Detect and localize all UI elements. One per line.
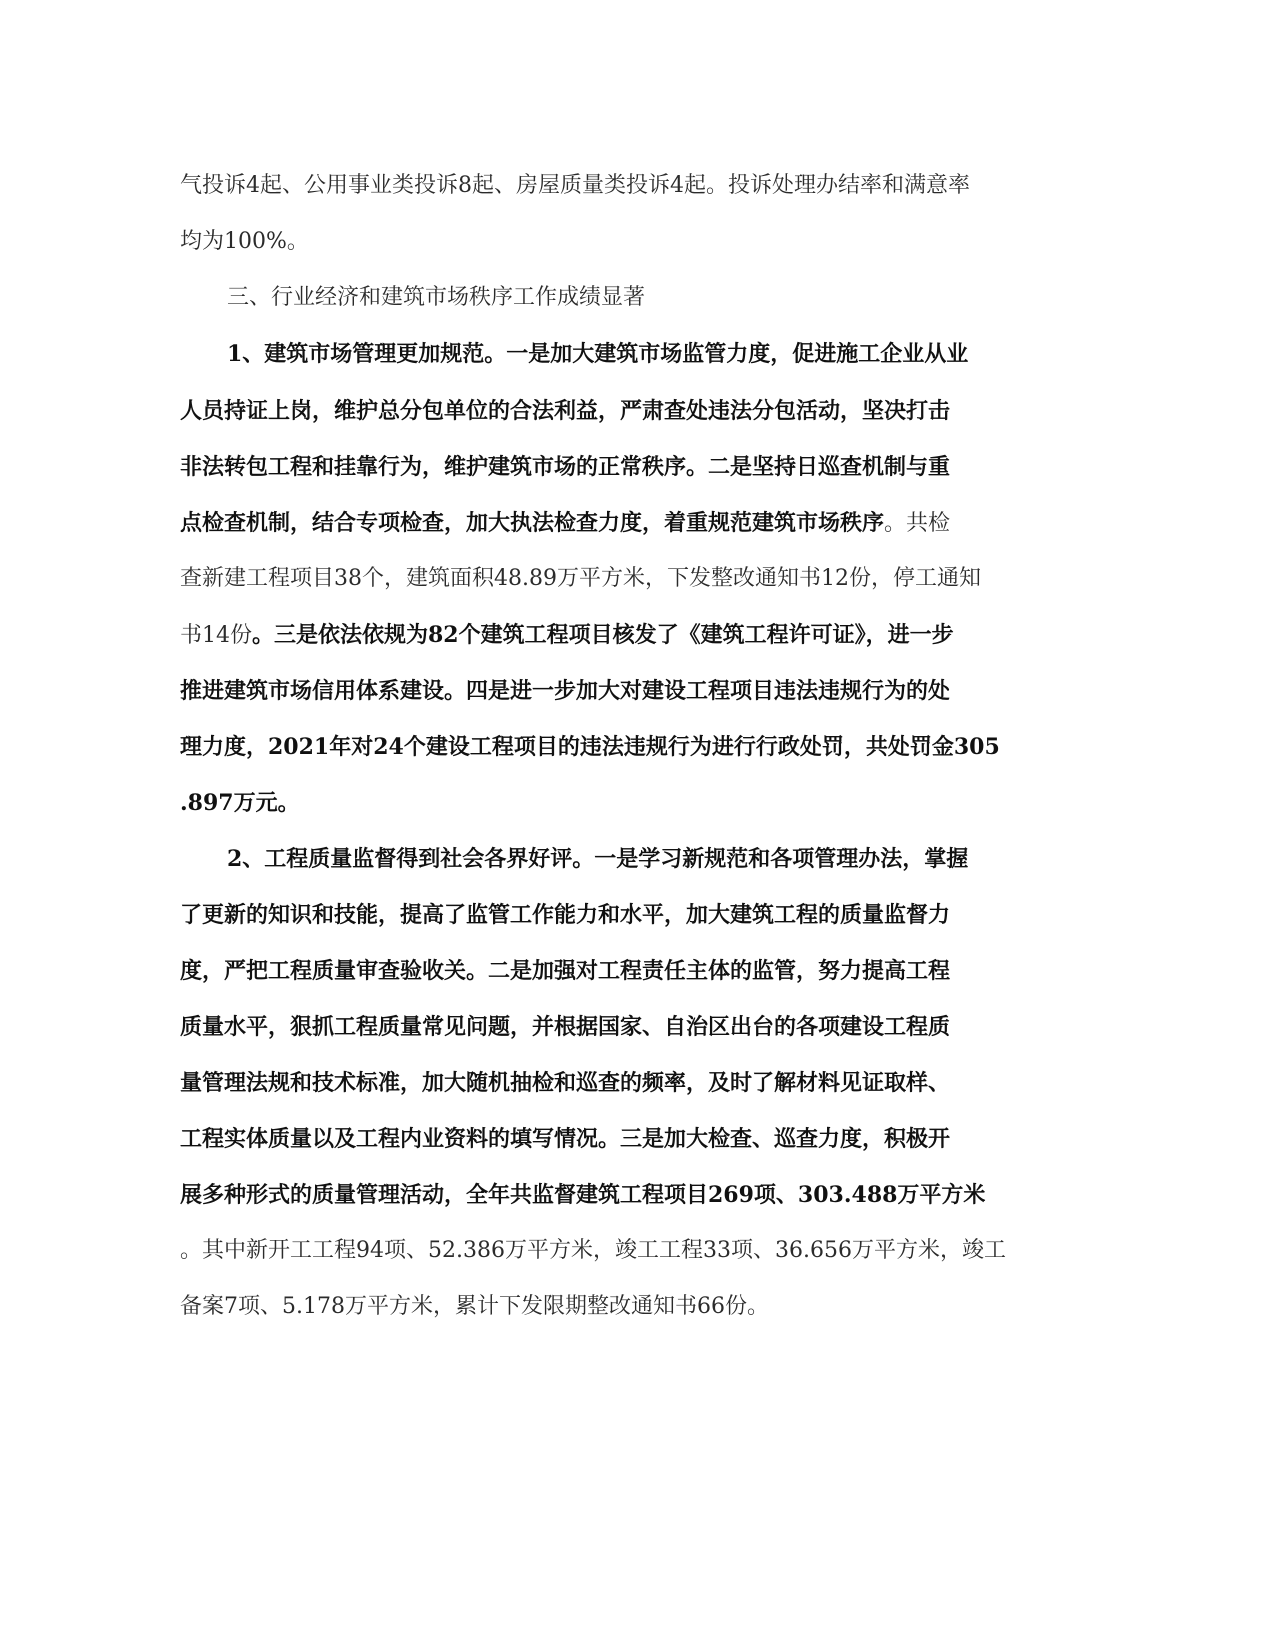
text-run: 点检查机制，结合专项检查，加大执法检查力度，着重规范建筑市场秩序: [180, 510, 885, 536]
text-line: [180, 166, 1040, 206]
text-line: [180, 1063, 1040, 1103]
text-run: 。三是依法依规为82个建筑工程项目核发了《建筑工程许可证》，进一步: [252, 622, 954, 648]
text-line: [180, 1007, 1040, 1047]
text-line: [180, 951, 1040, 991]
text-run: 。二是加强对工程责任主体的监管，努力提高工程: [466, 958, 951, 984]
text-run: 展多种形式的质量管理活动，全年共监督建筑工程项目269项、303.488万平方米: [180, 1182, 986, 1208]
text-run: 2、工程质量监督得到社会各界好评。一是学习新规范和各项管理办法，掌握: [227, 846, 969, 872]
text-run: 书14份: [180, 623, 252, 648]
text-run: 。共检: [884, 511, 951, 536]
text-run: 气投诉4起、公用事业类投诉8起、房屋质量类投诉4起。投诉处理办结率和满意率: [180, 173, 970, 198]
text-run: 1、建筑市场管理更加规范。一是加大建筑市场监管力度，促进施工企业从业: [227, 341, 969, 367]
text-run: 了更新的知识和技能，提高了监管工作能力和水平，加大建筑工程的质量监督力: [180, 902, 951, 928]
text-line: [180, 1231, 1040, 1271]
text-run: .897万元。: [180, 790, 300, 816]
text-line: [180, 391, 1040, 431]
text-run: 。其中新开工工程94项、52.386万平方米，竣工工程33项、36.656万平方米，竣工: [180, 1238, 1006, 1263]
text-run: 人员持证上岗，维护总分包单位的合法利益，严肃查处违法分包活动，坚决打击: [180, 398, 951, 424]
text-line: [180, 783, 1040, 823]
text-line: [180, 1287, 1040, 1327]
text-run: 质量水平，狠抓工程质量常见问题，并根据国家、自治区出台的各项建设工程质: [180, 1014, 951, 1040]
text-line: [180, 447, 1040, 487]
text-run: 均为100%。: [180, 229, 309, 254]
text-line: [180, 1175, 1040, 1215]
text-line: [180, 559, 1040, 599]
text-run: 查新建工程项目38个，建筑面积48.89万平方米，下发整改通知书12份，停工通知: [180, 566, 981, 591]
text-run: 工程实体质量以及工程内业资料的填写情况: [180, 1126, 599, 1152]
text-run: 备案7项、5.178万平方米，累计下发限期整改通知书66份。: [180, 1294, 769, 1319]
text-line: [180, 222, 1040, 262]
text-run: 三、行业经济和建筑市场秩序工作成绩显著: [227, 285, 646, 310]
text-run: 。三是加大检查、巡查力度，积极开: [598, 1126, 951, 1152]
text-line: [180, 503, 1040, 543]
text-run: 度，严把工程质量审查验收关: [180, 958, 467, 984]
text-line: [180, 895, 1040, 935]
text-run: 理力度，2021年对24个建设工程项目的违法违规行为进行行政处罚，共处罚金305: [180, 734, 1000, 760]
text-run: 非法转包工程和挂靠行为，维护建筑市场的正常秩序。二是坚持日巡查机制与重: [180, 454, 951, 480]
text-line: [180, 727, 1040, 767]
paragraph-1-start: [227, 334, 1087, 374]
text-line: [180, 615, 1040, 655]
section-heading: [227, 278, 1087, 318]
text-run: 量管理法规和技术标准，加大随机抽检和巡查的频率，及时了解材料见证取样、: [180, 1070, 951, 1096]
paragraph-2-start: [227, 839, 1087, 879]
text-run: 推进建筑市场信用体系建设。四是进一步加大对建设工程项目违法违规行为的处: [180, 678, 951, 704]
text-line: [180, 1119, 1040, 1159]
text-line: [180, 671, 1040, 711]
